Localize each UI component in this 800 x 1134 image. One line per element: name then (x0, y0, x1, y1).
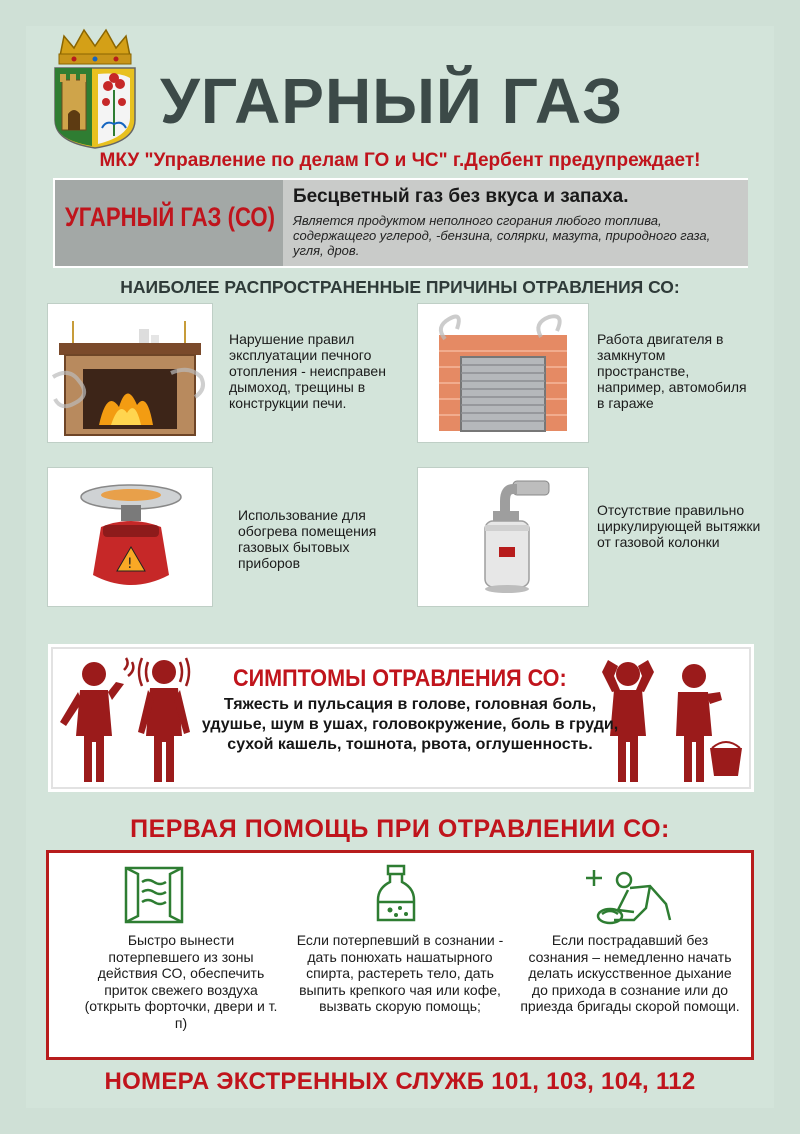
coat-of-arms-icon (50, 28, 140, 150)
first-aid-step-unconscious: Если пострадавший без сознания – немедленно начать делать искусственное дыхание до прихода в сознание или до приезда бригады скорой помощи. (520, 932, 740, 1014)
open-window-icon (124, 866, 184, 924)
fireplace-icon (51, 307, 209, 439)
symptoms-text: Тяжесть и пульсация в голове, головная боль, удушье, шум в ушах, головокружение, боль в груди, сухой кашель, тошнота, рвота, оглушенность. (201, 696, 619, 753)
causes-heading: НАИБОЛЕЕ РАСПРОСТРАНЕННЫЕ ПРИЧИНЫ ОТРАВЛЕНИЯ СО: (120, 277, 680, 297)
fireplace-card (48, 304, 212, 442)
cpr-icon (584, 868, 676, 926)
co-description-text: Является продуктом неполного сгорания любого топлива, содержащего углерод, -бензина, солярки, мазута, природного газа, угля, дров. (293, 213, 711, 258)
water-heater-card (418, 468, 588, 606)
garage-card (418, 304, 588, 442)
co-description (283, 180, 748, 266)
co-description-heading: Бесцветный газ без вкуса и запаха. (293, 186, 629, 207)
gas-heater-icon (51, 471, 209, 603)
cause-text-ventilation: Отсутствие правильно циркулирующей вытяжки от газовой колонки (597, 502, 761, 550)
coughing-person-icon (54, 652, 204, 786)
co-label: УГАРНЫЙ ГАЗ (СО) (65, 202, 275, 232)
warning-banner: МКУ "Управление по делам ГО и ЧС" г.Дербент предупреждает! (99, 150, 701, 171)
first-aid-step-conscious: Если потерпевший в сознании - дать понюхать нашатырного спирта, растереть тело, дать выпить крепкого чая или кофе, вызвать скорую помощь; (296, 932, 504, 1014)
svg-text:!: ! (127, 556, 133, 572)
cause-text-garage: Работа двигателя в замкнутом пространстве, например, автомобиля в гараже (597, 331, 747, 411)
ammonia-bottle-icon (376, 864, 416, 924)
cause-text-stove: Нарушение правил эксплуатации печного отопления - неисправен дымоход, трещины в конструкции печи. (229, 331, 386, 411)
co-info-box (53, 178, 748, 268)
garage-icon (421, 307, 585, 439)
first-aid-step-evacuate: Быстро вынести потерпевшего из зоны действия СО, обеспечить приток свежего воздуха (открыть форточки, двери и т. п) (84, 932, 278, 1031)
crown-icon (59, 30, 131, 64)
gas-heater-card (48, 468, 212, 606)
water-heater-icon (421, 471, 585, 603)
symptoms-heading: СИМПТОМЫ ОТРАВЛЕНИЯ СО: (233, 665, 567, 692)
cause-text-gas-appliances: Использование для обогрева помещения газовых бытовых приборов (238, 507, 377, 571)
page-title: УГАРНЫЙ ГАЗ (160, 65, 624, 137)
emergency-numbers: НОМЕРА ЭКСТРЕННЫХ СЛУЖБ 101, 103, 104, 112 (104, 1068, 696, 1095)
first-aid-heading: ПЕРВАЯ ПОМОЩЬ ПРИ ОТРАВЛЕНИИ СО: (130, 815, 670, 843)
